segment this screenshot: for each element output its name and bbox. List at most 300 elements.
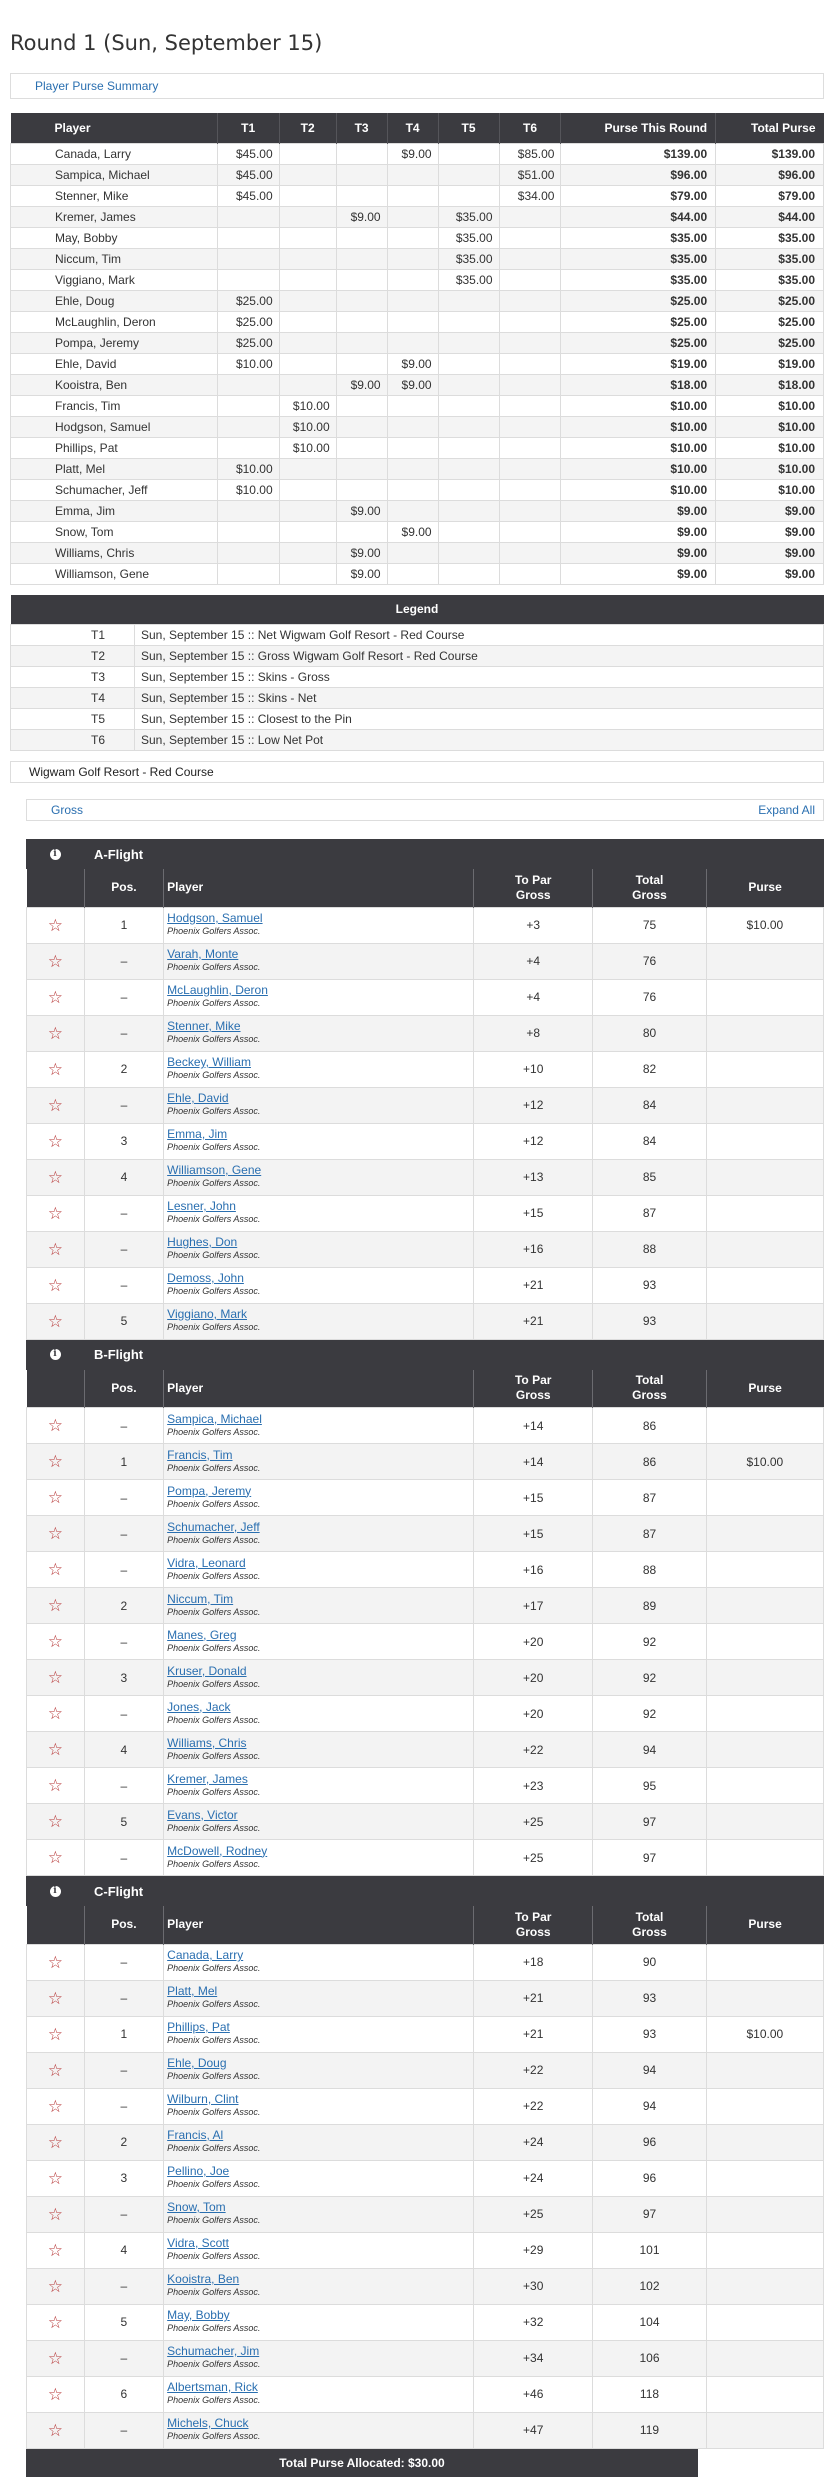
purse-cell: $10.00 (279, 437, 336, 458)
favorite-cell (27, 1051, 85, 1087)
purse-total-cell: $10.00 (716, 416, 824, 437)
expand-all-link[interactable]: Expand All (758, 803, 815, 817)
player-name-link[interactable]: Platt, Mel (167, 1984, 218, 1998)
to-par-gross: +34 (474, 2340, 593, 2376)
purse-cell: $25.00 (217, 332, 279, 353)
favorite-cell (27, 1732, 85, 1768)
favorite-cell (27, 2304, 85, 2340)
player-name-link[interactable]: Schumacher, Jeff (167, 1519, 260, 1534)
player-name-link[interactable]: Michels, Chuck (167, 2416, 249, 2430)
player-name: Ehle, David (11, 353, 218, 374)
info-icon[interactable] (26, 1886, 84, 1897)
table-row (27, 2124, 824, 2160)
player-cell (164, 2196, 474, 2232)
player-name-link[interactable]: Ehle, David (167, 1091, 229, 1105)
flight-header[interactable] (26, 839, 824, 869)
player-name: Kooistra, Ben (11, 374, 218, 395)
flight-header[interactable] (26, 1876, 824, 1906)
player-name-link[interactable]: Vidra, Leonard (167, 1555, 246, 1570)
purse-total-cell: $19.00 (561, 353, 716, 374)
player-association: Phoenix Golfers Assoc. (167, 1606, 261, 1617)
purse (706, 2160, 823, 2196)
purse-total-cell: $35.00 (716, 269, 824, 290)
table-row (27, 2160, 824, 2196)
player-name-link[interactable]: Hughes, Don (167, 1235, 238, 1249)
purse-cell (438, 500, 499, 521)
purse-cell (499, 542, 561, 563)
player-name: Snow, Tom (11, 521, 218, 542)
table-row (27, 2232, 824, 2268)
total-gross: 96 (593, 2160, 706, 2196)
total-gross: 92 (593, 1660, 706, 1696)
player-cell (164, 1660, 474, 1696)
star-icon[interactable]: ☆ (47, 1704, 63, 1723)
position: 3 (84, 1123, 164, 1159)
position: 1 (84, 907, 164, 943)
purse-cell: $9.00 (387, 353, 438, 374)
player-name-link[interactable]: McLaughlin, Deron (167, 983, 268, 997)
purse-row (11, 248, 824, 269)
table-row (27, 1804, 824, 1840)
star-icon[interactable]: ☆ (47, 1524, 63, 1543)
total-gross: 93 (593, 1980, 706, 2016)
purse-column-header: Purse (706, 1370, 823, 1408)
to-par-gross: +8 (474, 1015, 593, 1051)
purse (706, 2124, 823, 2160)
purse-row (11, 416, 824, 437)
purse-cell (279, 563, 336, 584)
player-name-link[interactable]: Emma, Jim (167, 1127, 228, 1141)
purse-row (11, 563, 824, 584)
purse-cell (438, 290, 499, 311)
purse-cell (279, 374, 336, 395)
player-cell (164, 1552, 474, 1588)
star-icon[interactable]: ☆ (47, 2204, 63, 2224)
player-name: Platt, Mel (11, 458, 218, 479)
player-name-link[interactable]: Kremer, James (167, 1771, 248, 1786)
favorite-cell (27, 2340, 85, 2376)
player-name: Schumacher, Jeff (11, 479, 218, 500)
flight-header[interactable] (26, 1340, 824, 1370)
star-icon[interactable]: ☆ (47, 1668, 63, 1687)
player-association: Phoenix Golfers Assoc. (167, 1786, 261, 1797)
purse-total-cell: $10.00 (561, 416, 716, 437)
legend-code: T6 (11, 730, 135, 751)
purse-cell (336, 437, 387, 458)
purse-total-cell: $25.00 (716, 311, 824, 332)
info-icon[interactable] (26, 849, 84, 860)
player-name-link[interactable]: Schumacher, Jim (167, 2344, 260, 2358)
purse-cell (279, 458, 336, 479)
favorite-cell (27, 2376, 85, 2412)
to-par-gross: +21 (474, 2016, 593, 2052)
total-gross: 94 (593, 1732, 706, 1768)
player-name-link[interactable]: Kruser, Donald (167, 1663, 247, 1678)
player-name-link[interactable]: Ehle, Doug (167, 2056, 227, 2070)
purse-table-header (11, 113, 824, 143)
star-icon[interactable]: ☆ (47, 1275, 63, 1295)
position: – (84, 2052, 164, 2088)
total-gross: 94 (593, 2088, 706, 2124)
player-name-link[interactable]: Evans, Victor (167, 1807, 238, 1822)
purse (706, 1303, 823, 1339)
star-icon[interactable]: ☆ (47, 1452, 63, 1471)
total-purse-allocated: Total Purse Allocated: $30.00 (26, 2449, 698, 2477)
to-par-gross: +25 (474, 1840, 593, 1876)
player-name-link[interactable]: Canada, Larry (167, 1948, 244, 1962)
star-icon[interactable]: ☆ (47, 1560, 63, 1579)
table-row (27, 1195, 824, 1231)
purse-cell (217, 563, 279, 584)
total-sub-label: Gross (632, 887, 667, 902)
star-icon[interactable]: ☆ (47, 2168, 63, 2188)
player-name-link[interactable]: Lesner, John (167, 1199, 236, 1213)
player-name-link[interactable]: Sampica, Michael (167, 1411, 262, 1426)
to-par-gross: +25 (474, 2196, 593, 2232)
total-gross: 93 (593, 2016, 706, 2052)
table-row (27, 1588, 824, 1624)
player-association: Phoenix Golfers Assoc. (167, 1178, 261, 1188)
purse (706, 2412, 823, 2448)
purse-cell (217, 521, 279, 542)
player-name-link[interactable]: May, Bobby (167, 2308, 230, 2322)
table-row (27, 1303, 824, 1339)
position: – (84, 1408, 164, 1444)
table-row (27, 1696, 824, 1732)
star-icon[interactable]: ☆ (47, 987, 63, 1007)
legend-code: T5 (11, 709, 135, 730)
purse-total-cell: $9.00 (716, 563, 824, 584)
purse-cell (279, 479, 336, 500)
total-gross: 80 (593, 1015, 706, 1051)
gross-link[interactable]: Gross (51, 803, 84, 817)
star-icon[interactable]: ☆ (47, 2348, 63, 2368)
purse (706, 1516, 823, 1552)
total-gross: 76 (593, 979, 706, 1015)
purse-cell (387, 206, 438, 227)
star-icon[interactable]: ☆ (47, 1023, 63, 1043)
player-column-header: Player (164, 1370, 474, 1408)
purse-total-cell: $25.00 (561, 332, 716, 353)
star-icon[interactable]: ☆ (47, 1416, 63, 1435)
purse-total-cell: $9.00 (716, 521, 824, 542)
purse-cell (336, 353, 387, 374)
player-association: Phoenix Golfers Assoc. (167, 1034, 261, 1044)
player-name: Stenner, Mike (11, 185, 218, 206)
table-row (27, 1159, 824, 1195)
player-cell (164, 1624, 474, 1660)
favorite-cell (27, 943, 85, 979)
position: – (84, 1480, 164, 1516)
total-gross: 104 (593, 2304, 706, 2340)
player-name-link[interactable]: Pompa, Jeremy (167, 1483, 252, 1498)
star-icon[interactable]: ☆ (47, 915, 63, 935)
purse-total-cell: $9.00 (561, 500, 716, 521)
purse-cell (499, 290, 561, 311)
position: 4 (84, 2232, 164, 2268)
player-association: Phoenix Golfers Assoc. (167, 1714, 261, 1725)
player-name: Canada, Larry (11, 143, 218, 164)
star-icon[interactable]: ☆ (47, 1596, 63, 1615)
star-icon[interactable]: ☆ (47, 2240, 63, 2260)
purse-cell (336, 227, 387, 248)
to-par-gross: +47 (474, 2412, 593, 2448)
favorite-cell (27, 1696, 85, 1732)
player-cell (164, 1768, 474, 1804)
purse (706, 2052, 823, 2088)
position: – (84, 1087, 164, 1123)
player-cell (164, 1231, 474, 1267)
position: – (84, 1980, 164, 2016)
total-gross: 85 (593, 1159, 706, 1195)
player-cell (164, 1480, 474, 1516)
position: 2 (84, 1051, 164, 1087)
player-name-link[interactable]: Manes, Greg (167, 1627, 237, 1642)
purse-cell: $51.00 (499, 164, 561, 185)
player-name-link[interactable]: Albertsman, Rick (167, 2380, 258, 2394)
star-icon[interactable]: ☆ (47, 2384, 63, 2404)
purse-cell (217, 542, 279, 563)
player-name-link[interactable]: McDowell, Rodney (167, 1843, 268, 1858)
purse-cell (387, 395, 438, 416)
to-par-label: To Par (514, 1373, 552, 1388)
total-gross: 93 (593, 1303, 706, 1339)
purse: $10.00 (706, 1444, 823, 1480)
star-icon[interactable]: ☆ (47, 1167, 63, 1187)
purse-cell (336, 479, 387, 500)
to-par-gross: +3 (474, 907, 593, 943)
purse-cell (217, 248, 279, 269)
star-icon[interactable]: ☆ (47, 1239, 63, 1259)
player-name-link[interactable]: Jones, Jack (167, 1699, 231, 1714)
column-header-purse-this-round: Purse This Round (561, 113, 716, 143)
to-par-gross: +46 (474, 2376, 593, 2412)
favorite-cell (27, 2196, 85, 2232)
purse (706, 1408, 823, 1444)
purse-cell: $9.00 (387, 521, 438, 542)
purse-cell (438, 332, 499, 353)
total-gross: 118 (593, 2376, 706, 2412)
purse-cell (499, 458, 561, 479)
player-association: Phoenix Golfers Assoc. (167, 962, 261, 972)
favorite-cell (27, 2268, 85, 2304)
to-par-gross: +18 (474, 1944, 593, 1980)
purse (706, 1624, 823, 1660)
player-cell (164, 2016, 474, 2052)
player-cell (164, 2160, 474, 2196)
purse (706, 979, 823, 1015)
player-name-link[interactable]: Hodgson, Samuel (167, 911, 263, 925)
player-name-link[interactable]: Kooistra, Ben (167, 2272, 240, 2286)
player-name-link[interactable]: Francis, Al (167, 2128, 224, 2142)
player-name-link[interactable]: Williamson, Gene (167, 1163, 262, 1177)
star-icon[interactable]: ☆ (47, 1740, 63, 1759)
purse-cell (499, 395, 561, 416)
purse (706, 2232, 823, 2268)
purse-cell (217, 374, 279, 395)
purse-total-cell: $44.00 (716, 206, 824, 227)
favorite-column-header (27, 869, 85, 907)
to-par-gross: +29 (474, 2232, 593, 2268)
favorite-cell (27, 2160, 85, 2196)
star-icon[interactable]: ☆ (47, 1203, 63, 1223)
player-name-link[interactable]: Williams, Chris (167, 1735, 247, 1750)
purse-cell (438, 395, 499, 416)
star-icon[interactable]: ☆ (47, 1776, 63, 1795)
purse-cell (279, 143, 336, 164)
position: 2 (84, 1588, 164, 1624)
to-par-sub-label: Gross (515, 887, 551, 902)
purse-total-cell: $96.00 (716, 164, 824, 185)
purse (706, 1768, 823, 1804)
player-name-link[interactable]: Niccum, Tim (167, 1591, 234, 1606)
table-row (27, 2052, 824, 2088)
star-icon[interactable]: ☆ (47, 2024, 63, 2044)
table-row (27, 2412, 824, 2448)
player-name: Emma, Jim (11, 500, 218, 521)
player-association: Phoenix Golfers Assoc. (167, 1999, 261, 2009)
favorite-cell (27, 1480, 85, 1516)
purse (706, 1159, 823, 1195)
star-icon[interactable]: ☆ (47, 2276, 63, 2296)
star-icon[interactable]: ☆ (47, 1095, 63, 1115)
player-name-link[interactable]: Francis, Tim (167, 1447, 233, 1462)
player-association: Phoenix Golfers Assoc. (167, 1142, 261, 1152)
player-cell (164, 1015, 474, 1051)
purse-total-cell: $35.00 (561, 248, 716, 269)
to-par-gross: +20 (474, 1696, 593, 1732)
purse-cell (499, 227, 561, 248)
to-par-gross: +21 (474, 1303, 593, 1339)
player-name-link[interactable]: Phillips, Pat (167, 2020, 230, 2034)
total-sub-label: Gross (632, 1924, 667, 1939)
player-cell (164, 2124, 474, 2160)
player-name-link[interactable]: Beckey, William (167, 1055, 251, 1069)
purse-cell (336, 248, 387, 269)
purse-cell (438, 353, 499, 374)
purse (706, 1804, 823, 1840)
purse-cell (217, 500, 279, 521)
player-cell (164, 1980, 474, 2016)
player-purse-summary-link[interactable]: Player Purse Summary (35, 79, 159, 93)
total-gross: 93 (593, 1267, 706, 1303)
position: – (84, 1267, 164, 1303)
player-name-link[interactable]: Vidra, Scott (167, 2236, 229, 2250)
star-icon[interactable]: ☆ (47, 1632, 63, 1651)
position: 6 (84, 2376, 164, 2412)
table-row (27, 1660, 824, 1696)
purse-total-cell: $35.00 (561, 269, 716, 290)
purse-cell (499, 248, 561, 269)
to-par-gross: +14 (474, 1408, 593, 1444)
purse-cell (336, 164, 387, 185)
purse (706, 1051, 823, 1087)
player-name: Williamson, Gene (11, 563, 218, 584)
player-name-link[interactable]: Varah, Monte (167, 947, 239, 961)
player-name-link[interactable]: Pellino, Joe (167, 2164, 230, 2178)
purse-cell (217, 206, 279, 227)
star-icon[interactable]: ☆ (47, 1311, 63, 1331)
player-name-link[interactable]: Demoss, John (167, 1271, 244, 1285)
star-icon[interactable]: ☆ (47, 1131, 63, 1151)
table-row (27, 2376, 824, 2412)
total-gross: 95 (593, 1768, 706, 1804)
player-cell (164, 1408, 474, 1444)
purse-total-cell: $10.00 (716, 395, 824, 416)
star-icon[interactable]: ☆ (47, 2096, 63, 2116)
star-icon[interactable]: ☆ (47, 2312, 63, 2332)
player-name-link[interactable]: Snow, Tom (167, 2200, 226, 2214)
star-icon[interactable]: ☆ (47, 1488, 63, 1507)
purse-column-header: Purse (706, 869, 823, 907)
star-icon[interactable]: ☆ (47, 2420, 63, 2440)
player-association: Phoenix Golfers Assoc. (167, 1822, 261, 1833)
total-gross: 87 (593, 1516, 706, 1552)
total-gross: 87 (593, 1480, 706, 1516)
purse-cell: $10.00 (279, 395, 336, 416)
star-icon[interactable]: ☆ (47, 2132, 63, 2152)
page-title: Round 1 (Sun, September 15) (10, 31, 323, 55)
total-gross: 106 (593, 2340, 706, 2376)
purse-cell (499, 521, 561, 542)
total-gross: 119 (593, 2412, 706, 2448)
star-icon[interactable]: ☆ (47, 1059, 63, 1079)
total-label: Total (635, 1909, 664, 1924)
purse-cell (438, 164, 499, 185)
player-name-link[interactable]: Stenner, Mike (167, 1019, 241, 1033)
star-icon[interactable]: ☆ (47, 1812, 63, 1831)
star-icon[interactable]: ☆ (47, 951, 63, 971)
purse-cell (336, 458, 387, 479)
purse-row (11, 437, 824, 458)
legend-description: Sun, September 15 :: Gross Wigwam Golf Resort - Red Course (135, 646, 824, 667)
purse-total-cell: $10.00 (561, 479, 716, 500)
position: – (84, 2268, 164, 2304)
player-association: Phoenix Golfers Assoc. (167, 1250, 261, 1260)
player-name-link[interactable]: Wilburn, Clint (167, 2092, 239, 2106)
purse (706, 2268, 823, 2304)
player-cell (164, 1444, 474, 1480)
position: – (84, 1944, 164, 1980)
flight-results-table (26, 869, 824, 1340)
to-par-gross: +21 (474, 1980, 593, 2016)
purse (706, 1588, 823, 1624)
star-icon[interactable]: ☆ (47, 1848, 63, 1867)
purse-cell (438, 521, 499, 542)
favorite-cell (27, 1768, 85, 1804)
to-par-sub-label: Gross (515, 1924, 551, 1939)
star-icon[interactable]: ☆ (47, 2060, 63, 2080)
purse-column-header: Purse (706, 1906, 823, 1944)
purse-cell (279, 332, 336, 353)
player-name-link[interactable]: Viggiano, Mark (167, 1307, 247, 1321)
purse-cell: $85.00 (499, 143, 561, 164)
purse-cell (387, 311, 438, 332)
position: 5 (84, 1804, 164, 1840)
player-name: Viggiano, Mark (11, 269, 218, 290)
purse-row (11, 458, 824, 479)
legend-description: Sun, September 15 :: Skins - Gross (135, 667, 824, 688)
star-icon[interactable]: ☆ (47, 1952, 63, 1972)
star-icon[interactable]: ☆ (47, 1988, 63, 2008)
player-name: Williams, Chris (11, 542, 218, 563)
total-gross: 101 (593, 2232, 706, 2268)
position: – (84, 1552, 164, 1588)
purse-cell (279, 521, 336, 542)
purse-cell (336, 416, 387, 437)
info-icon[interactable] (26, 1349, 84, 1360)
flight-name: A-Flight (94, 846, 144, 862)
